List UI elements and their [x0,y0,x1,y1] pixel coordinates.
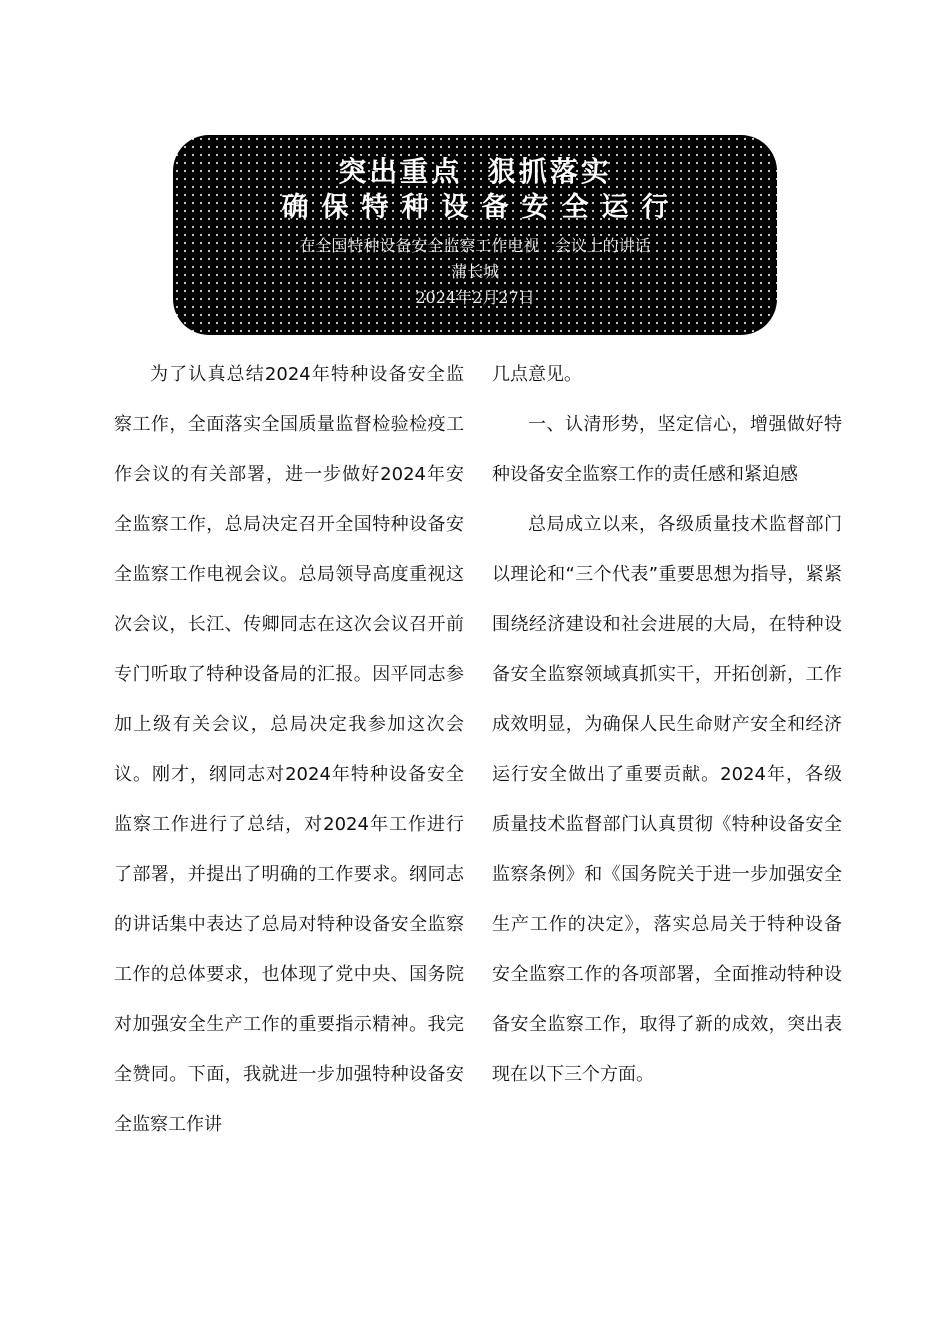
title-banner [173,135,777,335]
speech-subtitle: 在全国特种设备安全监察工作电视 会议上的讲话 [299,236,651,255]
right-column [492,350,842,1100]
speaker-name: 蒲长城 [450,262,499,281]
paragraph-continuation: 几点意见。 [492,364,582,385]
left-column [114,350,464,1150]
main-title-line-1: 突出重点 狠抓落实 [338,155,612,188]
speech-date: 2024年2月27日 [415,288,535,307]
main-title-line-2: 确保特种设备安全运行 [281,192,682,223]
section-paragraph: 总局成立以来，各级质量技术监督部门以理论和“三个代表”重要思想为指导，紧紧围绕经济建设和社会进展的大局，在特种设备安全监察领域真抓实干，开拓创新，工作成效明显，为确保人民生命财产安全和经济运行安全做出了重要贡献。2024年，各级质量技术监督部门认真贯彻《特种设备安全监察条例》和《国务院关于进一步加强安全生产工作的决定》，落实总局关于特种设备安全监察工作的各项部署，全面推动特种设备安全监察工作，取得了新的成效，突出表现在以下三个方面。 [492,514,842,1085]
section-heading: 一、认清形势，坚定信心，增强做好特种设备安全监察工作的责任感和紧迫感 [492,414,842,485]
opening-paragraph: 为了认真总结2024年特种设备安全监察工作，全面落实全国质量监督检验检疫工作会议的有关部署，进一步做好2024年安全监察工作，总局决定召开全国特种设备安全监察工作电视会议。总局领导高度重视这次会议，长江、传卿同志在这次会议召开前专门听取了特种设备局的汇报。因平同志参加上级有关会议，总局决定我参加这次会议。刚才，纲同志对2024年特种设备安全监察工作进行了总结，对2024年工作进行了部署，并提出了明确的工作要求。纲同志的讲话集中表达了总局对特种设备安全监察工作的总体要求，也体现了党中央、国务院对加强安全生产工作的重要指示精神。我完全赞同。下面，我就进一步加强特种设备安全监察工作讲 [114,364,464,1135]
